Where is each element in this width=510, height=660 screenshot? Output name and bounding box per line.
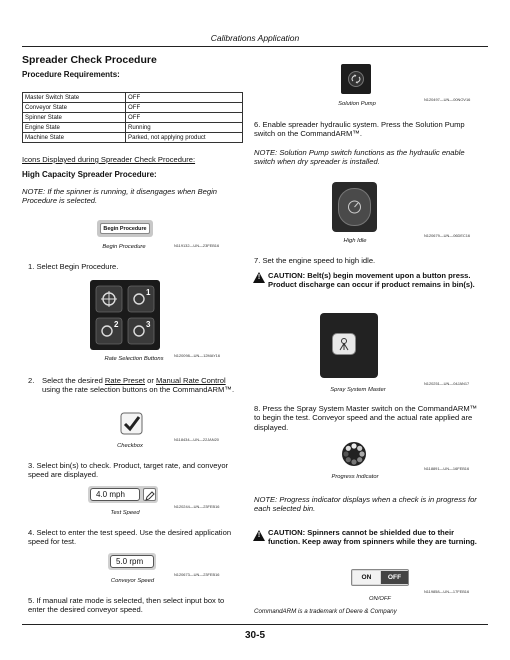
running-header: Calibrations Application <box>210 33 300 43</box>
begin-procedure-button[interactable]: Begin Procedure <box>100 223 150 234</box>
page-number: 30-5 <box>244 630 265 641</box>
table-cell-label: Conveyor State <box>23 103 126 113</box>
caution-spinners: CAUTION: Spinners cannot be shielded due to their function. Keep away from spinners while they are turning. <box>268 528 477 547</box>
table-cell-value: Parked, not applying product <box>126 133 243 143</box>
step-2-text: or <box>145 376 156 385</box>
edit-pencil-icon[interactable] <box>143 488 156 501</box>
checkbox-icon[interactable] <box>120 412 143 435</box>
figure-ref: N120497—UN—00NOV16 <box>424 97 471 102</box>
figure-caption: Checkbox <box>117 443 143 449</box>
note-pump: NOTE: Solution Pump switch functions as the hydraulic enable switch when dry spreader is installed. <box>254 148 465 167</box>
exclamation-icon: ! <box>257 532 261 539</box>
high-idle-figure <box>332 182 377 232</box>
manual-rate-control-link[interactable]: Manual Rate Control <box>156 376 226 385</box>
progress-indicator-figure <box>341 441 367 467</box>
step-6: 6. Enable spreader hydraulic system. Press the Solution Pump switch on the CommandARM™. <box>254 120 465 139</box>
figure-ref: N118434—UN—22JAN20 <box>174 437 219 442</box>
requirements-table <box>22 92 243 143</box>
table-cell-label: Engine State <box>23 123 126 133</box>
table-row <box>23 103 243 113</box>
figure-caption: Rate Selection Buttons <box>104 356 164 362</box>
step-3: 3. Select bin(s) to check. Product, target rate, and conveyor speed are displayed. <box>28 461 229 480</box>
figure-ref: N120098—UN—12MAY16 <box>174 353 220 358</box>
figure-ref: N119132—UN—23FEB16 <box>174 243 220 248</box>
step-4: 4. Select to enter the test speed. Use the desired application speed for test. <box>28 528 232 547</box>
table-cell-value: OFF <box>126 93 243 103</box>
spray-icon <box>333 334 355 354</box>
table-cell-value: Running <box>126 123 243 133</box>
step-8: 8. Press the Spray System Master switch on the CommandARM™ to begin the test. Conveyor speed and the actual rate applied are displayed. <box>254 404 478 432</box>
step-5: 5. If manual rate mode is selected, then select input box to enter the desired conveyor speed. <box>28 596 225 615</box>
figure-ref: N119858—UN—17FEB16 <box>424 589 470 594</box>
requirements-heading: Procedure Requirements: <box>22 70 120 79</box>
table-cell-label: Machine State <box>23 133 126 143</box>
conveyor-speed-figure <box>108 553 156 570</box>
rpm-gauge-icon <box>339 189 370 225</box>
figure-ref: N120679—UN—06DEC16 <box>424 233 471 238</box>
progress-spinner-icon <box>341 441 367 467</box>
caution-belts: CAUTION: Belt(s) begin movement upon a button press. Product discharge can occur if product remains in bin(s). <box>268 271 475 290</box>
begin-procedure-figure <box>97 220 153 237</box>
table-cell-value: OFF <box>126 113 243 123</box>
header-rule <box>22 46 488 47</box>
table-row <box>23 113 243 123</box>
figure-caption: Begin Procedure <box>102 244 146 250</box>
icons-heading: Icons Displayed during Spreader Check Procedure: <box>22 155 196 164</box>
rate-preset-2-label: 2 <box>114 320 119 329</box>
step-1: 1. Select Begin Procedure. <box>28 262 119 271</box>
toggle-off-label[interactable]: OFF <box>381 571 408 584</box>
exclamation-icon: ! <box>257 274 261 281</box>
figure-caption: ON/OFF <box>369 596 391 602</box>
figure-ref: N120244—UN—23FEB16 <box>174 504 220 509</box>
footer-rule <box>22 624 488 625</box>
table-cell-label: Spinner State <box>23 113 126 123</box>
note-progress: NOTE: Progress indicator displays when a check is in progress for each selected bin. <box>254 495 477 514</box>
step-2-text: using the rate selection buttons on the CommandARM™. <box>42 385 235 395</box>
high-idle-button[interactable] <box>338 188 371 226</box>
table-cell-label: Master Switch State <box>23 93 126 103</box>
figure-caption: Test Speed <box>110 510 140 516</box>
pump-icon <box>349 72 363 86</box>
figure-caption: Spray System Master <box>330 387 386 393</box>
test-speed-input[interactable]: 4.0 mph <box>90 488 140 501</box>
on-off-toggle[interactable] <box>351 569 409 586</box>
test-speed-figure <box>88 486 158 503</box>
table-row <box>23 133 243 143</box>
step-2-number: 2. <box>28 376 35 385</box>
trademark-note: CommandARM is a trademark of Deere & Company <box>254 608 397 615</box>
rate-selection-figure <box>90 280 160 350</box>
figure-caption: Solution Pump <box>338 101 376 107</box>
figure-ref: N120673—UN—23FEB16 <box>174 572 220 577</box>
note-spinner: NOTE: If the spinner is running, it disengages when Begin Procedure is selected. <box>22 187 218 206</box>
figure-caption: High Idle <box>343 238 367 244</box>
rate-preset-3-label: 3 <box>146 320 151 329</box>
section-title: Spreader Check Procedure <box>22 54 157 66</box>
figure-ref: N118891—UN—16FEB16 <box>424 466 470 471</box>
spray-master-button[interactable] <box>332 333 356 355</box>
step-2-text: Select the desired <box>42 376 105 385</box>
rate-preset-1-label: 1 <box>146 288 151 297</box>
checkbox-figure <box>120 412 143 435</box>
table-row <box>23 123 243 133</box>
figure-caption: Conveyor Speed <box>110 578 155 584</box>
table-cell-value: OFF <box>126 103 243 113</box>
solution-pump-button[interactable] <box>348 71 364 87</box>
step-2 <box>42 376 238 395</box>
table-row <box>23 93 243 103</box>
conveyor-speed-input[interactable]: 5.0 rpm <box>110 555 154 568</box>
rate-preset-link[interactable]: Rate Preset <box>104 376 146 385</box>
solution-pump-figure <box>341 64 371 94</box>
spray-master-figure <box>320 313 378 378</box>
figure-ref: N120251—UN—04JAN17 <box>424 381 470 386</box>
figure-caption: Progress Indicator <box>331 474 379 480</box>
toggle-on-label[interactable]: ON <box>353 571 380 584</box>
hc-procedure-heading: High Capacity Spreader Procedure: <box>22 170 157 179</box>
step-7: 7. Set the engine speed to high idle. <box>254 256 376 265</box>
